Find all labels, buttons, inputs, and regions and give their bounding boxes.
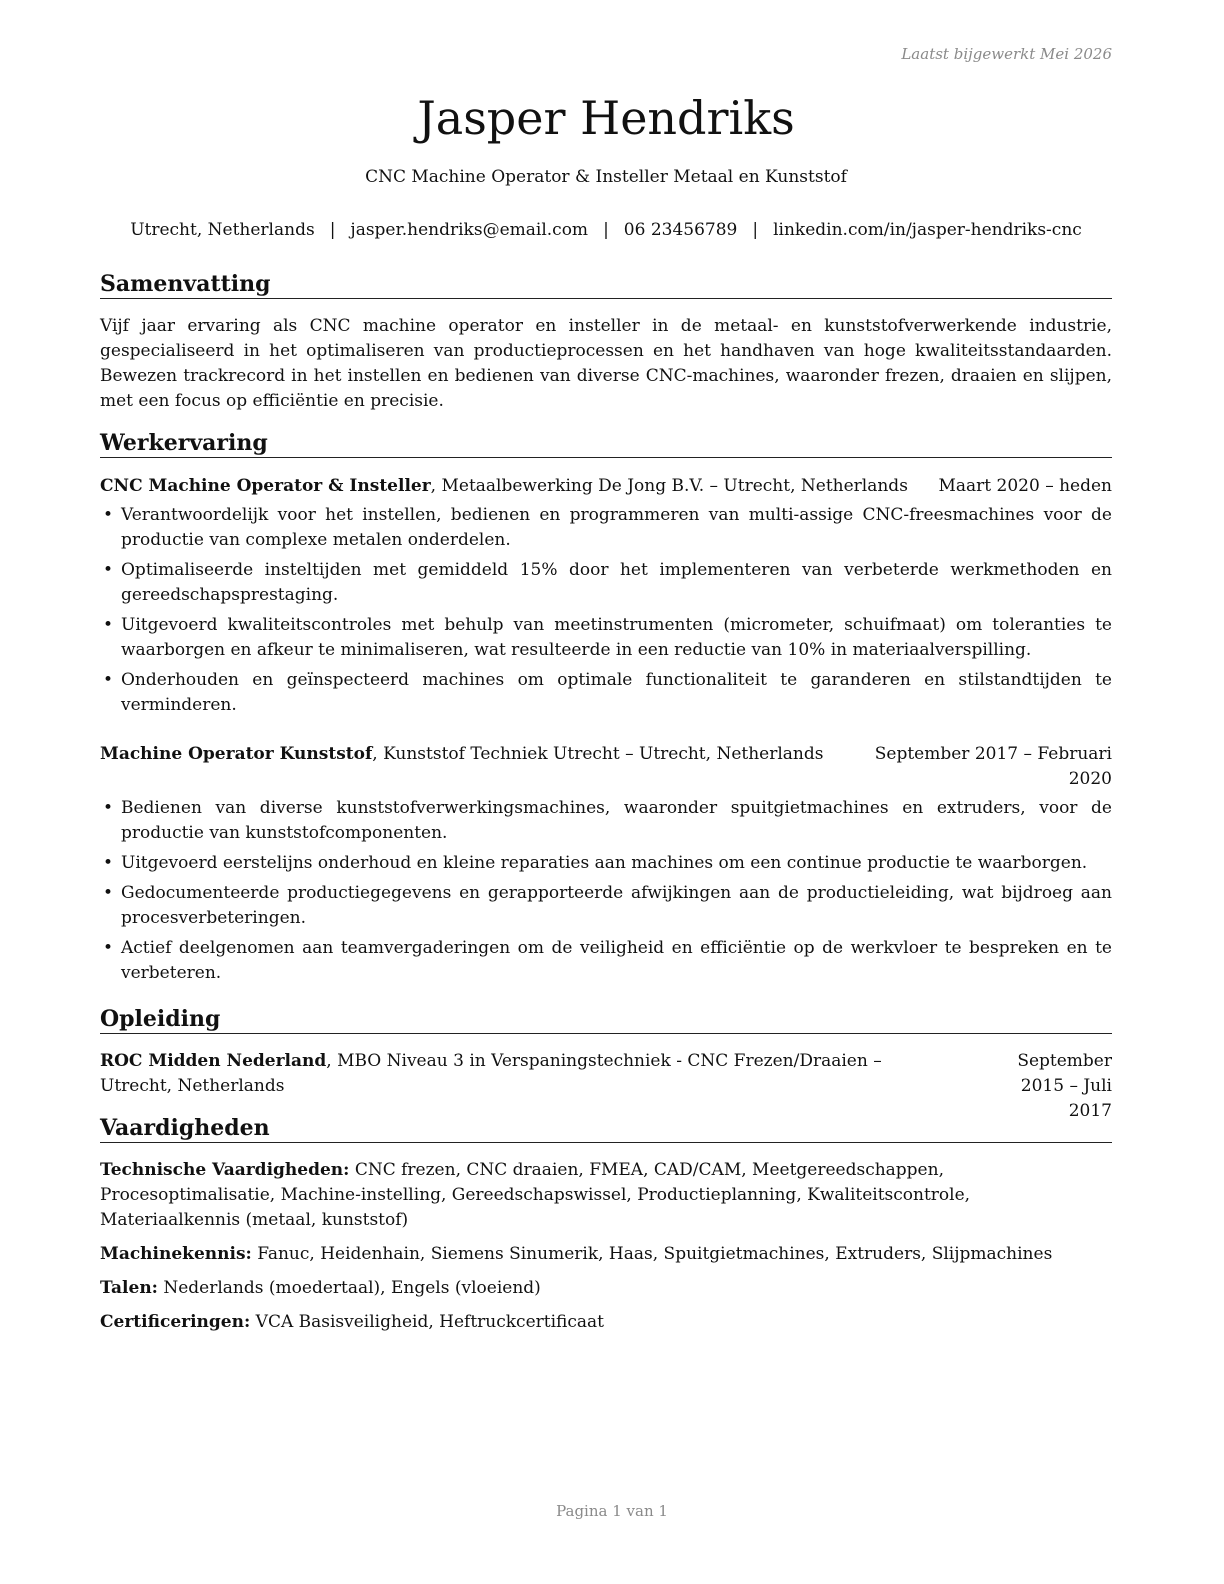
skill-value: Fanuc, Heidenhain, Siemens Sinumerik, Haas, Spuitgietmachines, Extruders, Slijpmachines (251, 1244, 1053, 1264)
section-title-summary: Samenvatting (100, 270, 1112, 299)
bullet-item: • Onderhouden en geïnspecteerd machines om optimale functionaliteit te garanderen en stilstandtijden te verminderen. (103, 670, 1112, 715)
contact-phone[interactable]: 06 23456789 (623, 220, 738, 240)
bullet-icon: • (103, 560, 114, 580)
bullet-icon: • (103, 938, 114, 958)
skill-label: Machinekennis: (100, 1244, 252, 1264)
job-role: Machine Operator Kunststof (100, 744, 373, 764)
bullet-item: • Bedienen van diverse kunststofverwerkingsmachines, waaronder spuitgietmachines en extruders, voor de productie van kunststofcomponenten. (103, 798, 1112, 843)
skill-value: VCA Basisveiligheid, Heftruckcertificaat (250, 1312, 604, 1332)
bullet-icon: • (103, 883, 114, 903)
skill-group (100, 1158, 1112, 1233)
contact-email[interactable]: jasper.hendriks@email.com (350, 220, 589, 240)
bullet-item: • Actief deelgenomen aan teamvergaderingen om de veiligheid en efficiëntie op de werkvloer te bespreken en te verbeteren. (103, 938, 1112, 983)
bullet-item: • Optimaliseerde insteltijden met gemiddeld 15% door het implementeren van verbeterde werkmethoden en gereedschapsprestaging. (103, 560, 1112, 605)
job-entry (100, 474, 1112, 723)
section-title-experience: Werkervaring (100, 429, 1112, 458)
candidate-headline: CNC Machine Operator & Insteller Metaal en Kunststof (365, 167, 847, 187)
contact-separator: | (329, 220, 336, 240)
contact-linkedin[interactable]: linkedin.com/in/jasper-hendriks-cnc (773, 220, 1082, 240)
skill-label: Certificeringen: (100, 1312, 251, 1332)
skill-label: Technische Vaardigheden: (100, 1160, 350, 1180)
job-header (100, 742, 1112, 792)
education-school: ROC Midden Nederland (100, 1051, 327, 1071)
job-title-line (100, 742, 872, 767)
page-number: Pagina 1 van 1 (556, 1502, 668, 1520)
skill-value: Nederlands (moedertaal), Engels (vloeiend) (157, 1278, 541, 1298)
job-header (100, 474, 1112, 499)
contact-location: Utrecht, Netherlands (130, 220, 315, 240)
job-company: , Kunststof Techniek Utrecht – Utrecht, Netherlands (372, 744, 824, 764)
education-title-line (100, 1049, 977, 1099)
education-dates: September 2015 – Juli 2017 (1017, 1051, 1112, 1121)
bullet-icon: • (103, 798, 114, 818)
bullet-item: • Verantwoordelijk voor het instellen, bedienen en programmeren van multi-assige CNC-freesmachines voor de productie van complexe metalen onderdelen. (103, 505, 1112, 550)
contact-separator: | (603, 220, 609, 240)
bullet-icon: • (103, 505, 114, 525)
contact-line (100, 220, 1112, 240)
skill-value: CNC frezen, CNC draaien, FMEA, CAD/CAM, Meetgereedschappen, Procesoptimalisatie, Machine-instelling, Gereedschapswissel, Productieplanning, Kwaliteitscontrole, Materiaalkennis (metaal, kunststof) (100, 1160, 971, 1230)
job-company: , Metaalbewerking De Jong B.V. – Utrecht, Netherlands (430, 476, 908, 496)
skill-group (100, 1276, 1112, 1301)
section-title-skills: Vaardigheden (100, 1114, 1112, 1143)
job-dates: September 2017 – Februari 2020 (874, 744, 1112, 789)
job-title-line (100, 474, 938, 499)
education-details: , MBO Niveau 3 in Verspaningstechniek - CNC Frezen/Draaien – Utrecht, Netherlands (100, 1051, 882, 1096)
bullet-item: • Gedocumenteerde productiegegevens en gerapporteerde afwijkingen aan de productieleiding, wat bijdroeg aan procesverbeteringen. (103, 883, 1112, 928)
skills-list (100, 1158, 1112, 1344)
skill-label: Talen: (100, 1278, 158, 1298)
summary-text: Vijf jaar ervaring als CNC machine operator en insteller in de metaal- en kunststofverwerkende industrie, gespecialiseerd in het optimaliseren van productieprocessen en het handhaven van hoge kwaliteitsstandaarden. Bewezen trackrecord in het instellen en bedienen van diverse CNC-machines, waaronder frezen, draaien en slijpen, met een focus op efficiëntie en precisie. (100, 316, 1112, 411)
contact-separator: | (752, 220, 759, 240)
bullet-item: • Uitgevoerd eerstelijns onderhoud en kleine reparaties aan machines om een continue productie te waarborgen. (100, 851, 1112, 876)
education-header (100, 1049, 1112, 1124)
resume-page (100, 0, 1112, 1584)
bullet-icon: • (103, 670, 114, 690)
bullet-icon: • (103, 853, 114, 873)
job-bullets (100, 503, 1112, 718)
job-bullets (100, 796, 1112, 986)
skill-group (100, 1242, 1112, 1267)
job-entry (100, 742, 1112, 991)
last-updated-date: Laatst bijgewerkt Mei 2026 (901, 45, 1112, 63)
skill-group (100, 1310, 1112, 1335)
job-dates: Maart 2020 – heden (938, 476, 1112, 496)
bullet-icon: • (103, 615, 114, 635)
education-entry (100, 1049, 1112, 1124)
bullet-item: • Uitgevoerd kwaliteitscontroles met behulp van meetinstrumenten (micrometer, schuifmaat) om toleranties te waarborgen en afkeur te minimaliseren, wat resulteerde in een reductie van 10% in materiaalverspilling. (103, 615, 1112, 660)
job-role: CNC Machine Operator & Insteller (100, 476, 431, 496)
section-title-education: Opleiding (100, 1005, 1112, 1034)
candidate-name: Jasper Hendriks (417, 91, 795, 145)
